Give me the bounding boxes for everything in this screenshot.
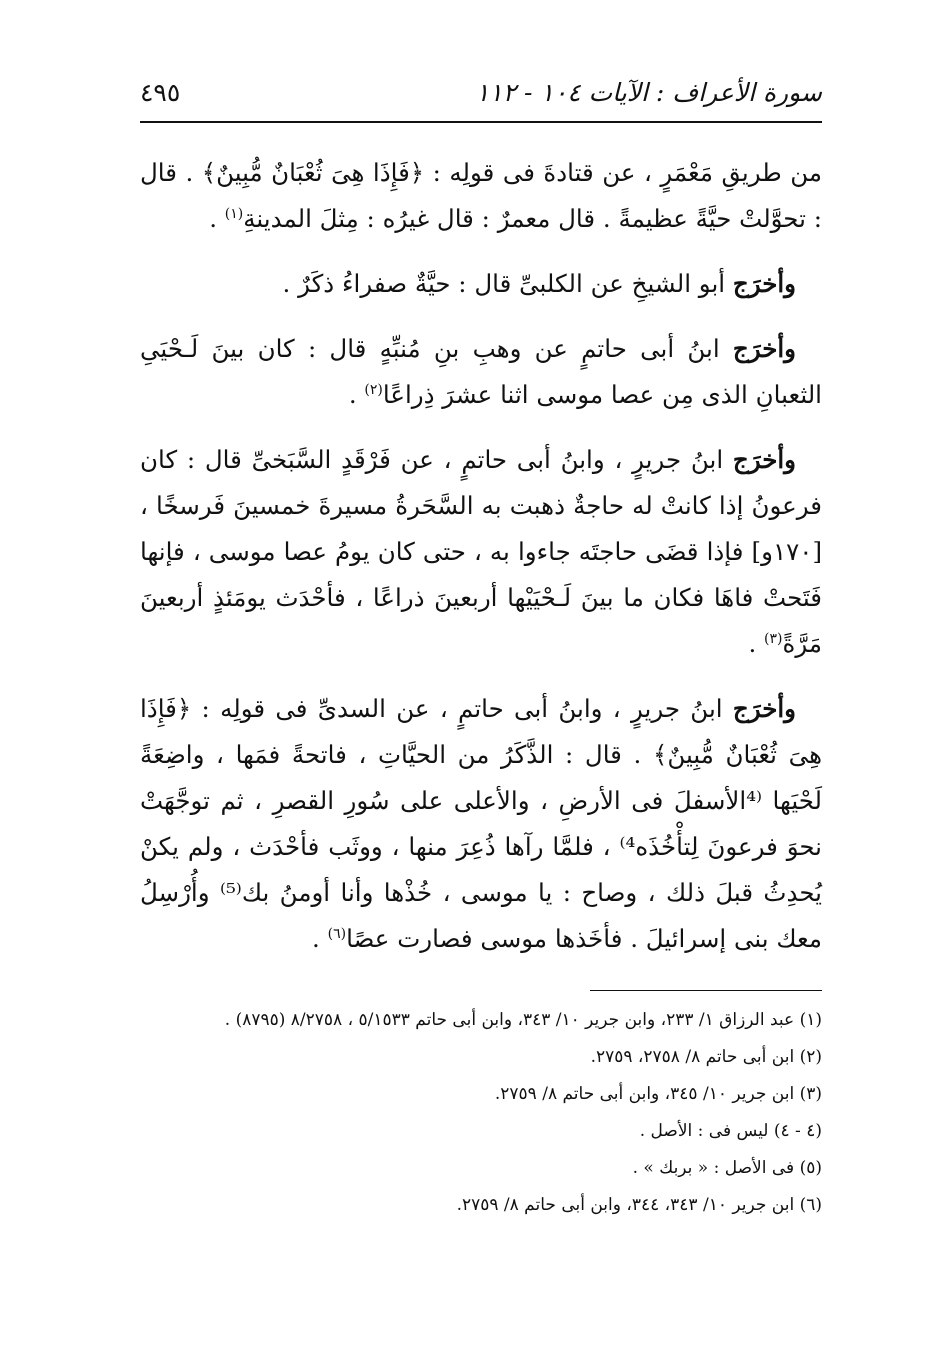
paragraph-5: وأخرَج ابنُ جريرٍ ، وابنُ أبى حاتمٍ ، عن السدىِّ فى قولِه : ﴿فَإِذَا هِىَ ثُعْبَانٌ مُّبِينٌ﴾ . قال : الذَّكَرُ من الحيَّاتِ ، فاتحةً فمَها ، واضِعَةً لَحْيَها ⁽⁴الأسفلَ فى الأرضِ ، والأعلى على سُورِ القصرِ ، ثم توجَّهَتْ نحوَ فرعونَ لِتأْخُذَه⁴⁾ ، فلمَّا رآها ذُعِرَ منها ، ووثَب فأحْدَث ، ولم يكنْ يُحدِثُ قبلَ ذلك ، وصاح : يا موسى ، خُذْها وأنا أومنُ بك⁽⁵⁾ وأُرْسِلُ معك بنى إسرائيلَ . فأخَذها موسى فصارت عصًا$^{(٦)}$ . bbox=[140, 694, 823, 953]
page-number: ٤٩٥ bbox=[140, 77, 181, 107]
running-title: سورة الأعراف : الآيات ١٠٤ - ١١٢ bbox=[475, 77, 822, 107]
paragraph-3: وأخرَج ابنُ أبى حاتمٍ عن وهبِ بنِ مُنبِّهٍ قال : كان بينَ لَـحْيَىِ الثعبانِ الذى مِن عصا موسى اثنا عشرَ ذِراعًا$^{(٢)}$ . bbox=[140, 334, 822, 409]
footnote-separator bbox=[590, 990, 822, 991]
paragraph-2: وأخرَج أبو الشيخِ عن الكلبىِّ قال : حيَّةٌ صفراءُ ذكَرٌ . bbox=[282, 269, 796, 298]
page-header bbox=[140, 70, 822, 114]
paragraph-4: وأخرَج ابنُ جريرٍ ، وابنُ أبى حاتمٍ ، عن فَرْقَدٍ السَّبَخىِّ قال : كان فرعونُ إذا كانتْ له حاجةٌ ذهبت به السَّحَرةُ مسيرةَ خمسينَ فَرسخًا ، [١٧٠و] فإذا قضَى حاجتَه جاءوا به ، حتى كان يومُ عصا موسى ، فإنها فَتَحتْ فاهَا فكان ما بينَ لَـحْيَيْها أربعينَ ذراعًا ، فأحْدَث يومَئذٍ أربعينَ مَرَّةً$^{(٣)}$ . bbox=[140, 445, 822, 658]
footnote-4: (٤ - ٤) ليس فى : الأصل . bbox=[639, 1121, 822, 1141]
header-rule bbox=[140, 121, 822, 123]
footnote-2: (٢) ابن أبى حاتم ٨/ ٢٧٥٨، ٢٧٥٩. bbox=[590, 1047, 822, 1067]
footnotes bbox=[140, 1002, 822, 1224]
footnote-5: (٥) فى الأصل : « بربك » . bbox=[632, 1158, 822, 1178]
paragraph-1: من طريقِ مَعْمَرٍ ، عن قتادةَ فى قولِه : ﴿فَإِذَا هِىَ ثُعْبَانٌ مُّبِينٌ﴾ . قال : تحوَّلتْ حيَّةً عظيمةً . قال معمرٌ : قال غيرُه : مِثلَ المدينةِ$^{(١)}$ . bbox=[140, 158, 822, 233]
footnote-3: (٣) ابن جرير ١٠/ ٣٤٥، وابن أبى حاتم ٨/ ٢٧٥٩. bbox=[494, 1084, 822, 1104]
footnote-ref-1: (١) bbox=[224, 205, 244, 222]
footnote-ref-6: (٦) bbox=[327, 925, 347, 942]
footnote-ref-2: (٢) bbox=[364, 381, 383, 398]
footnote-ref-3: (٣) bbox=[764, 630, 783, 647]
footnote-1: (١) عبد الرزاق ١/ ٢٣٣، وابن جرير ١٠/ ٣٤٣، وابن أبى حاتم ٥/١٥٣٣ ، ٨/٢٧٥٨ (٨٧٩٥) . bbox=[224, 1010, 822, 1030]
footnote-6: (٦) ابن جرير ١٠/ ٣٤٣، ٣٤٤، وابن أبى حاتم ٨/ ٢٧٥٩. bbox=[456, 1195, 822, 1215]
main-text bbox=[140, 150, 822, 981]
